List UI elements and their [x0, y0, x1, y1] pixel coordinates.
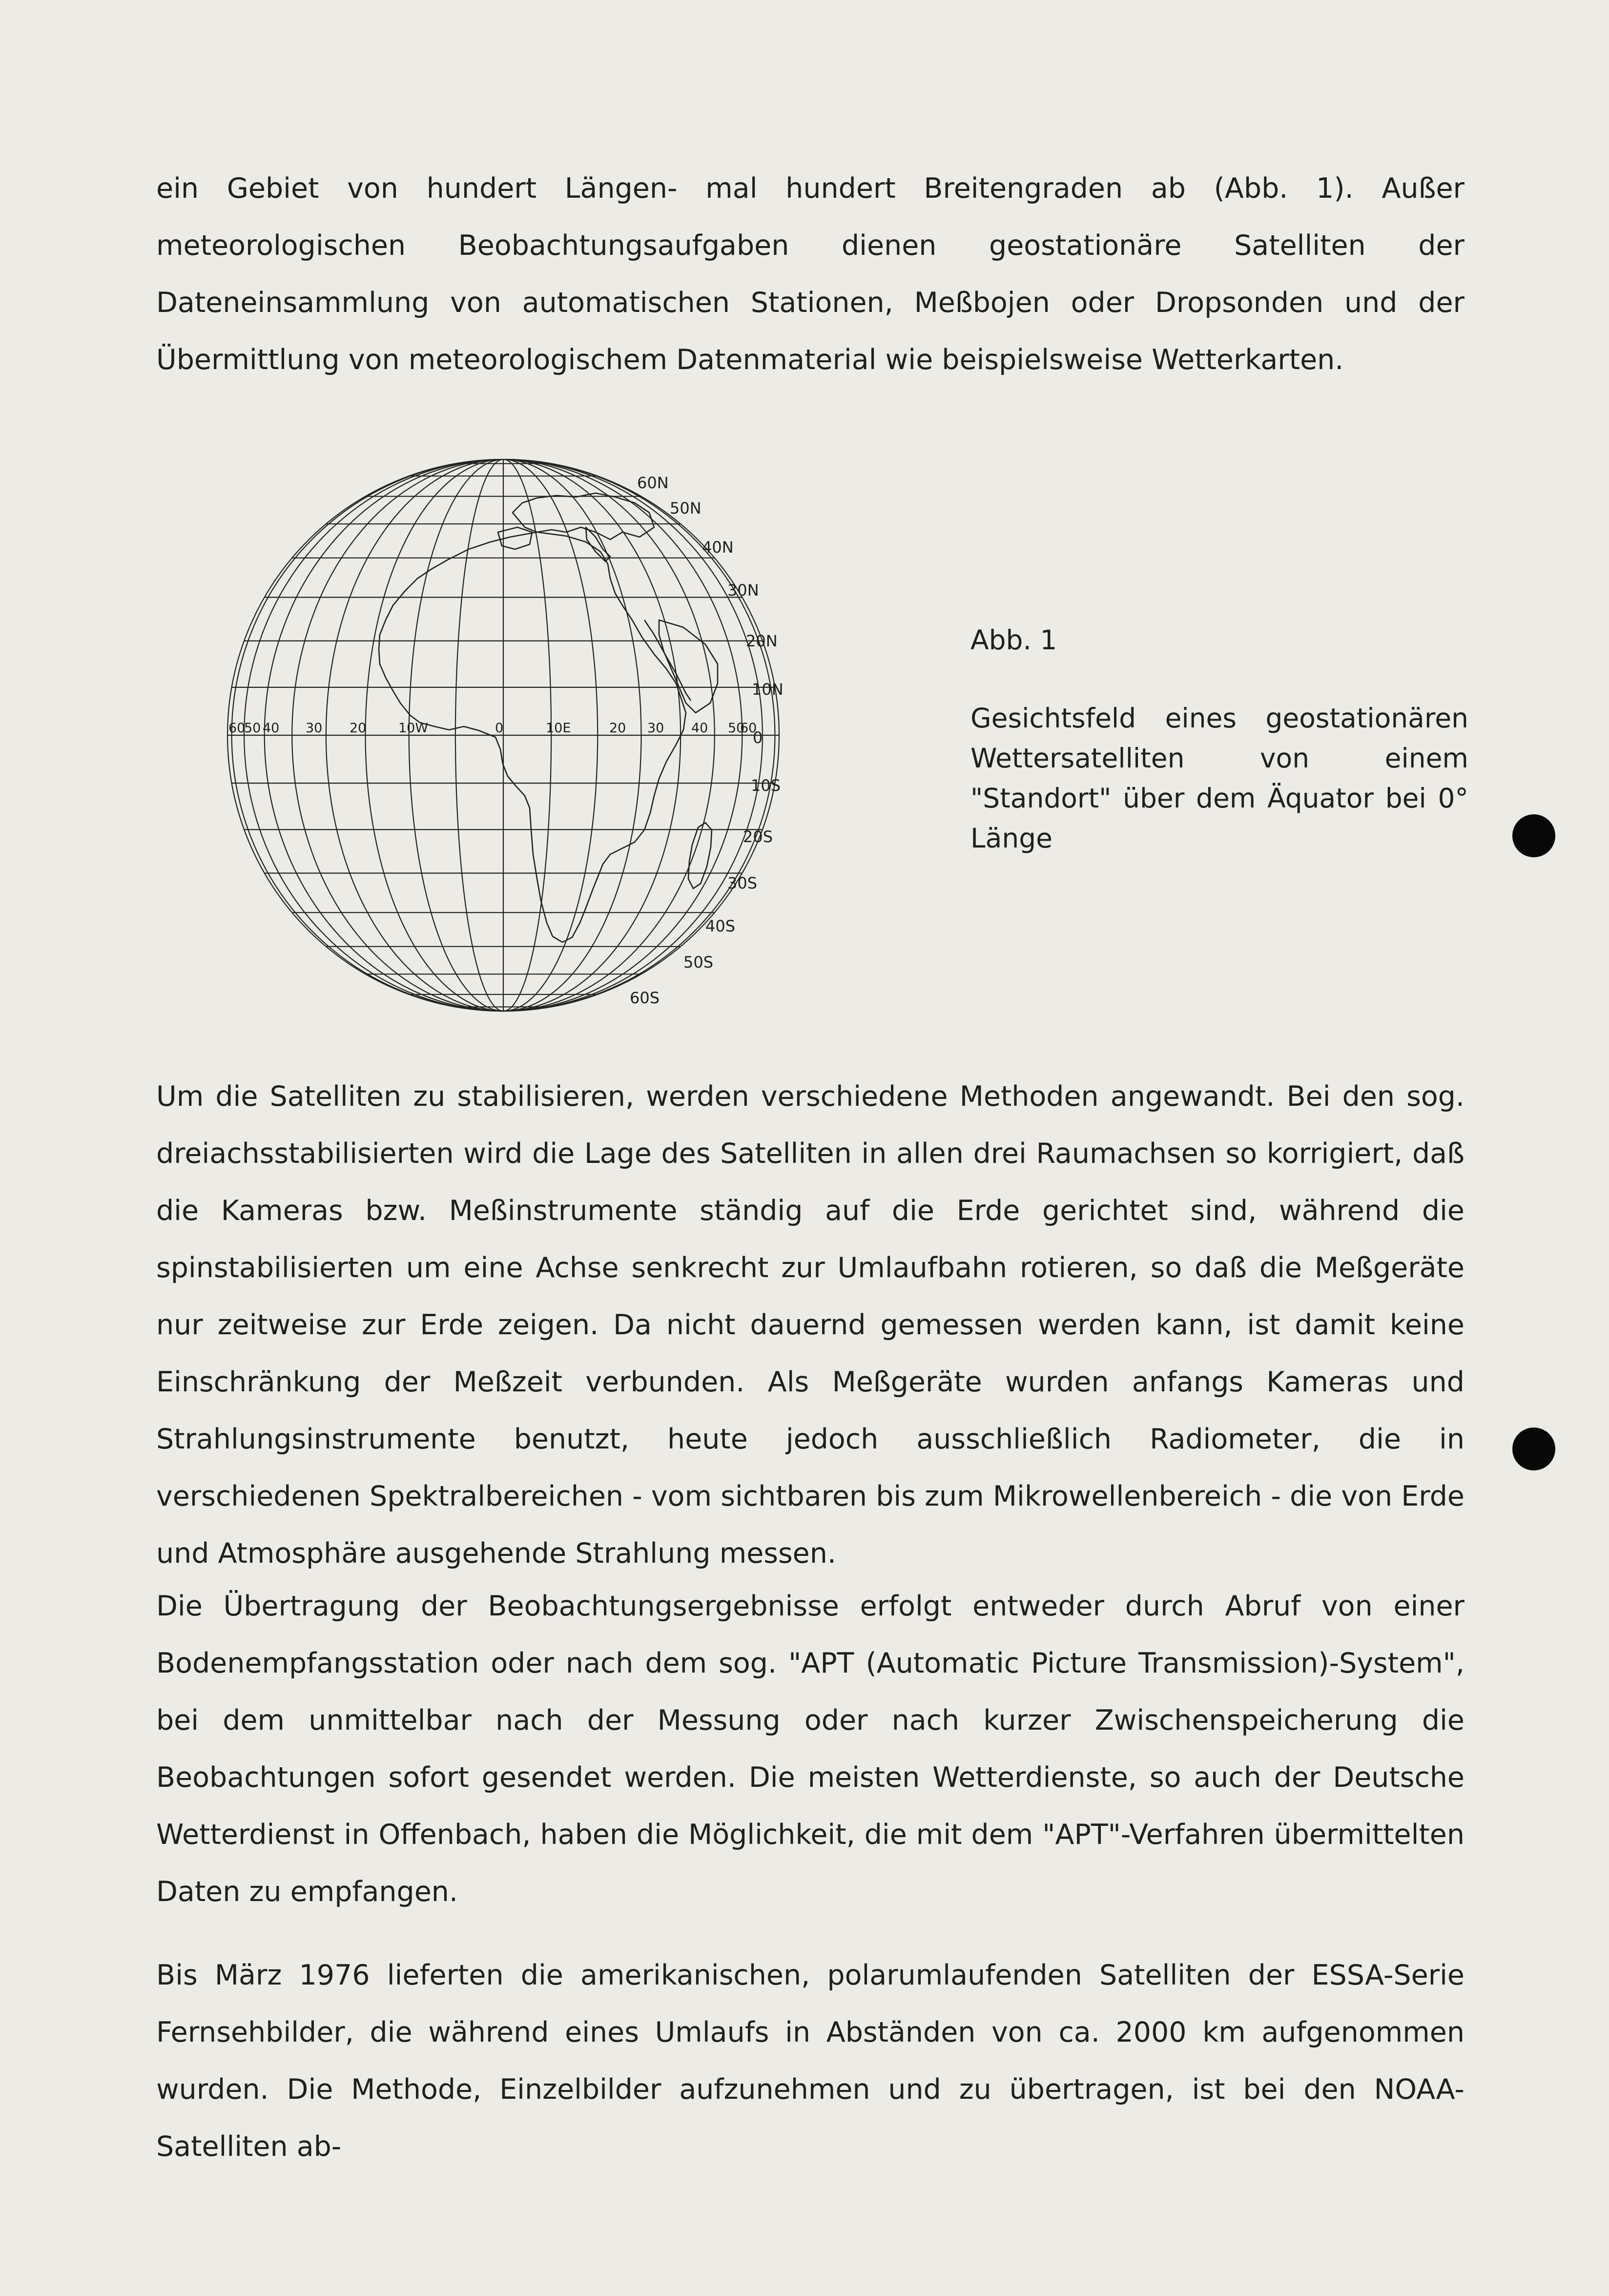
- caption-text: Gesichtsfeld eines geostationären Wettersatelliten von einem "Standort" über dem Äquator bei 0° Länge: [970, 703, 1468, 854]
- latitude-label: 20S: [743, 827, 773, 846]
- longitude-label: 60: [228, 721, 246, 736]
- figure-caption: [970, 620, 1468, 858]
- paragraph-stabilization: Um die Satelliten zu stabilisieren, werden verschiedene Methoden angewandt. Bei den sog. dreiachsstabilisierten wird die Lage des Satelliten in allen drei Raumachsen so korrigiert, daß die Kameras bzw. Meßinstrumente ständig auf die Erde gerichtet sind, während die spinstabilisierten um eine Achse senkrecht zur Umlaufbahn rotieren, so daß die Meßgeräte nur zeitweise zur Erde zeigen. Da nicht dauernd gemessen werden kann, ist damit keine Einschränkung der Meßzeit verbunden. Als Meßgeräte wurden anfangs Kameras und Strahlungsinstrumente benutzt, heute jedoch ausschließlich Radiometer, die in verschiedenen Spektralbereichen - vom sichtbaren bis zum Mikrowellenbereich - die von Erde und Atmosphäre ausgehende Strahlung messen.: [156, 1080, 1465, 1570]
- longitude-label: 20: [350, 721, 367, 736]
- paragraph-essa-noaa: Bis März 1976 lieferten die amerikanischen, polarumlaufenden Satelliten der ESSA-Serie Fernsehbilder, die während eines Umlaufs in Abständen von ca. 2000 km aufgenommen wurden. Die Methode, Einzelbilder aufzunehmen und zu übertragen, ist bei den NOAA-Satelliten ab-: [156, 1959, 1465, 2163]
- longitude-label: 40: [691, 721, 708, 736]
- latitude-label: 40N: [702, 538, 734, 557]
- longitude-label: 30: [647, 721, 664, 736]
- punch-hole: [1512, 1427, 1555, 1470]
- latitude-label: 60S: [630, 989, 660, 1007]
- latitude-label: 10S: [751, 776, 781, 795]
- globe-map: [225, 459, 810, 1020]
- latitude-label: 50S: [683, 953, 714, 972]
- latitude-label: 0: [753, 728, 763, 747]
- paragraph-intro: ein Gebiet von hundert Längen- mal hundert Breitengraden ab (Abb. 1). Außer meteorologischen Beobachtungsaufgaben dienen geostationäre Satelliten der Dateneinsammlung von automatischen Stationen, Meßbojen oder Dropsonden und der Übermittlung von meteorologischem Datenmaterial wie beispielsweise Wetterkarten.: [156, 172, 1465, 376]
- madagascar-outline: [688, 823, 712, 889]
- latitude-label: 30S: [727, 874, 758, 892]
- longitude-label: 60: [740, 721, 757, 736]
- paragraph-transmission: Die Übertragung der Beobachtungsergebnisse erfolgt entweder durch Abruf von einer Bodenempfangsstation oder nach dem sog. "APT (Automatic Picture Transmission)-System", bei dem unmittelbar nach der Messung oder nach kurzer Zwischenspeicherung die Beobachtungen sofort gesendet werden. Die meisten Wetterdienste, so auch der Deutsche Wetterdienst in Offenbach, haben die Möglichkeit, die mit dem "APT"-Verfahren übermittelten Daten zu empfangen.: [156, 1590, 1465, 1908]
- longitude-label: 20: [609, 721, 626, 736]
- globe-figure: [225, 459, 810, 1020]
- latitude-label: 20N: [746, 632, 778, 650]
- latitude-label: 30N: [727, 581, 759, 600]
- longitude-label: 0: [495, 721, 504, 736]
- latitude-label: 10N: [752, 680, 784, 699]
- longitude-label: 10W: [398, 721, 429, 736]
- caption-title: Abb. 1: [970, 624, 1057, 656]
- grid-labels: [228, 474, 784, 1007]
- longitude-label: 50: [244, 721, 261, 736]
- longitude-label: 10E: [546, 721, 571, 736]
- longitude-label: 40: [263, 721, 280, 736]
- longitude-label: 30: [306, 721, 323, 736]
- latitude-label: 40S: [705, 917, 736, 935]
- latitude-label: 60N: [637, 474, 669, 492]
- africa-outline: [379, 532, 686, 942]
- longitude-label: 50: [728, 721, 745, 736]
- latitude-label: 50N: [670, 499, 701, 517]
- punch-hole: [1512, 814, 1555, 857]
